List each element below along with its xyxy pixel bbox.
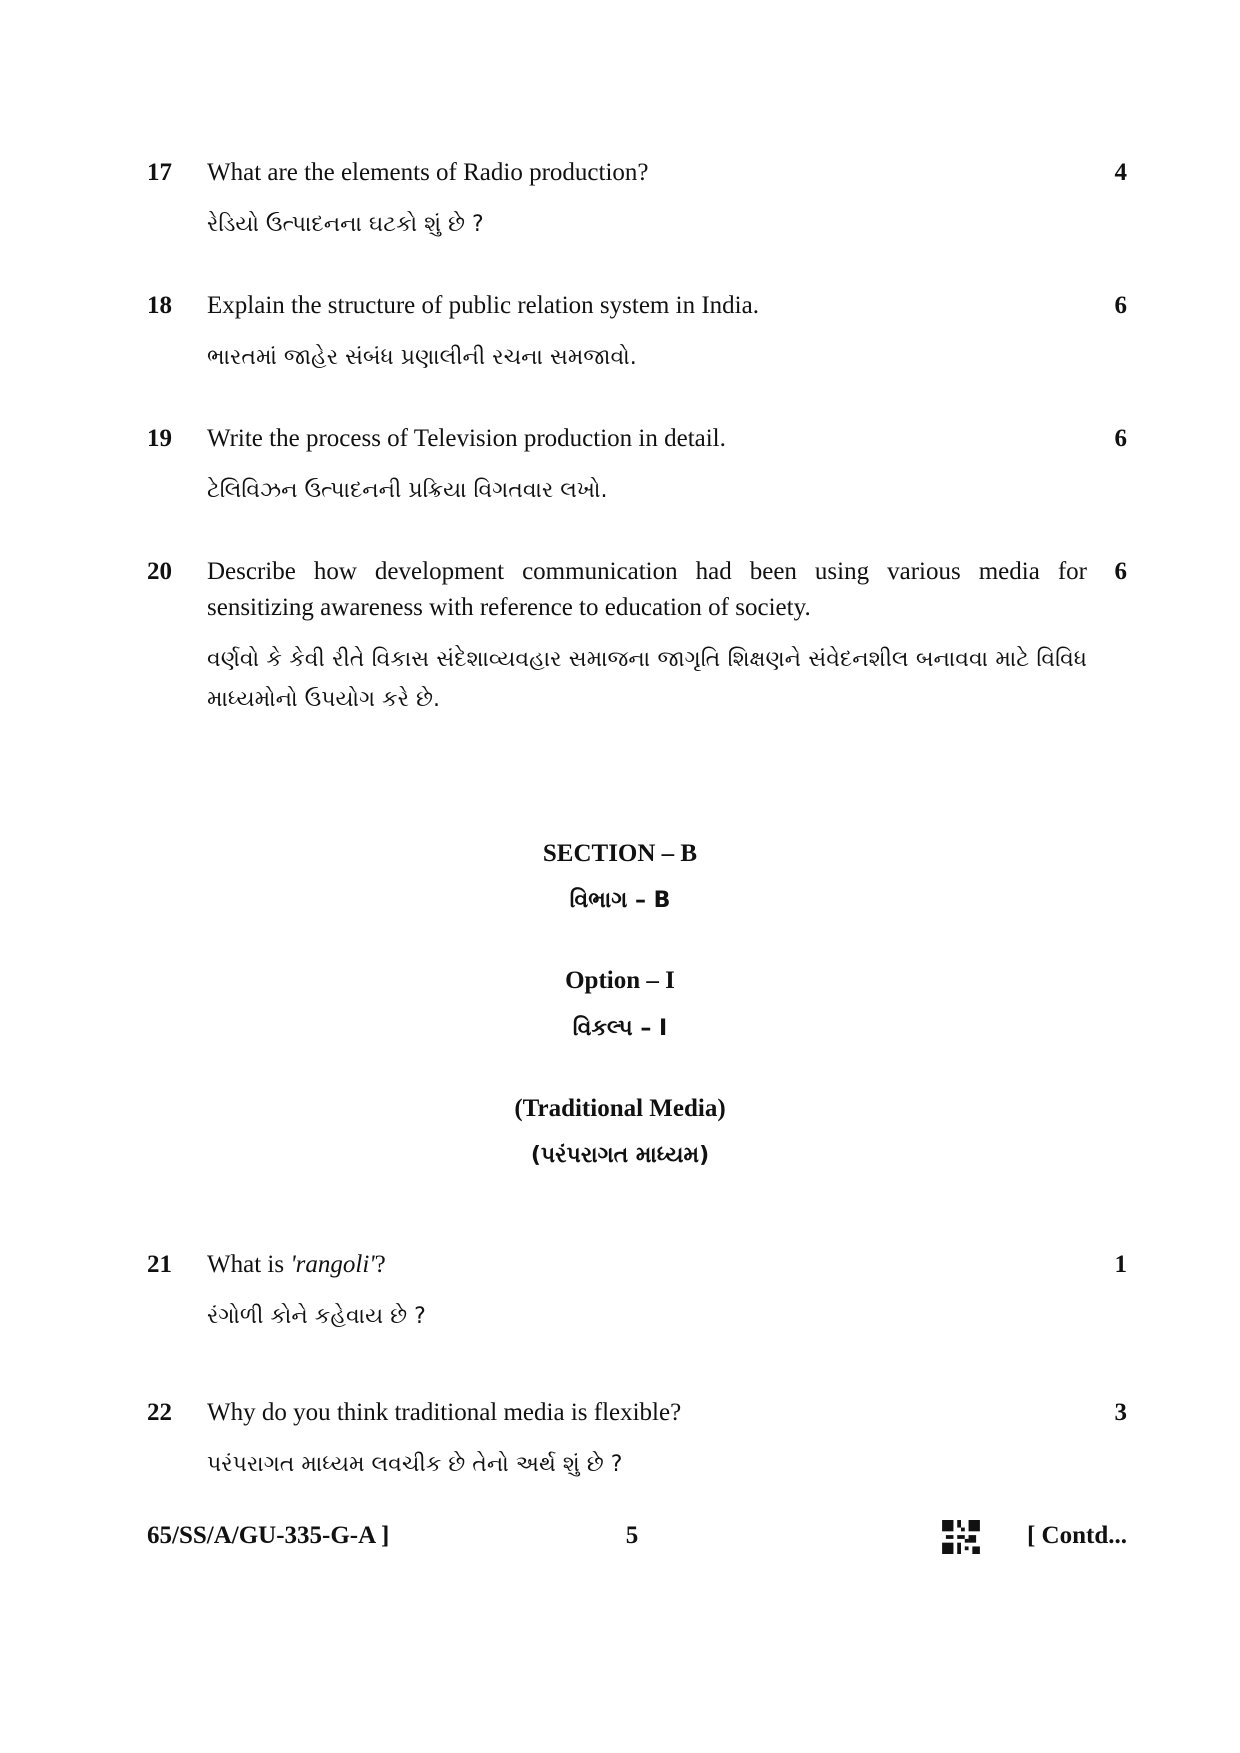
question-english-italic: 'rangoli' <box>290 1251 375 1278</box>
question-english: What are the elements of Radio production? <box>207 159 649 186</box>
question-english-prefix: What is <box>207 1251 291 1278</box>
question-marks: 3 <box>1114 1399 1127 1426</box>
question-marks: 6 <box>1114 558 1127 585</box>
topic-title-gujarati: (પરંપરાગત માધ્યમ) <box>530 1143 710 1168</box>
section-title-gujarati: વિભાગ – B <box>569 888 671 913</box>
question-gujarati: રેડિયો ઉત્પાદનના ઘટકો શું છે ? <box>207 212 484 237</box>
question-gujarati: ટેલિવિઝન ઉત્પાદનની પ્રક્રિયા વિગતવાર લખો. <box>207 478 608 503</box>
page-number: 5 <box>625 1522 639 1549</box>
topic-title: (Traditional Media) <box>514 1095 726 1122</box>
question-number: 20 <box>147 558 172 585</box>
question-gujarati: વર્ણવો કે કેવી રીતે વિકાસ સંદેશાવ્યવહાર સમાજના જાગૃતિ શિક્ષણને સંવેદનશીલ બનાવવા માટે વિવિધ માધ્યમોનો ઉપયોગ કરે છે. <box>207 647 1087 712</box>
question-gujarati: રંગોળી કોને કહેવાય છે ? <box>207 1304 426 1329</box>
section-title: SECTION – B <box>542 840 698 867</box>
option-title: Option – I <box>565 967 675 994</box>
question-english-suffix: ? <box>374 1251 386 1278</box>
question-number: 22 <box>147 1399 172 1426</box>
question-english <box>207 1247 1087 1283</box>
question-number: 19 <box>147 425 172 452</box>
continued-label: [ Contd... <box>1026 1522 1127 1549</box>
qr-code-icon <box>941 1520 981 1554</box>
question-text <box>207 554 1087 720</box>
question-text <box>207 421 1087 511</box>
paper-code: 65/SS/A/GU-335-G-A ] <box>147 1522 390 1549</box>
question-gujarati: ભારતમાં જાહેર સંબંધ પ્રણાલીની રચના સમજાવો. <box>207 345 637 370</box>
question-english: Write the process of Television production in detail. <box>207 425 726 452</box>
question-number: 17 <box>147 159 172 186</box>
question-marks: 6 <box>1114 425 1127 452</box>
question-english: Describe how development communication had been using various media for sensitizing awareness with reference to education of society. <box>207 558 1087 621</box>
question-english: Why do you think traditional media is flexible? <box>207 1399 682 1426</box>
question-text <box>207 1247 1087 1337</box>
question-marks: 4 <box>1114 159 1127 186</box>
question-gujarati: પરંપરાગત માધ્યમ લવચીક છે તેનો અર્થ શું છે ? <box>207 1452 623 1477</box>
option-title-gujarati: વિકલ્પ – I <box>572 1016 668 1041</box>
question-text <box>207 1395 1087 1485</box>
question-marks: 1 <box>1114 1251 1127 1278</box>
question-text <box>207 288 1087 378</box>
question-english: Explain the structure of public relation system in India. <box>207 292 759 319</box>
question-marks: 6 <box>1114 292 1127 319</box>
question-number: 21 <box>147 1251 172 1278</box>
question-text <box>207 155 1087 245</box>
question-number: 18 <box>147 292 172 319</box>
